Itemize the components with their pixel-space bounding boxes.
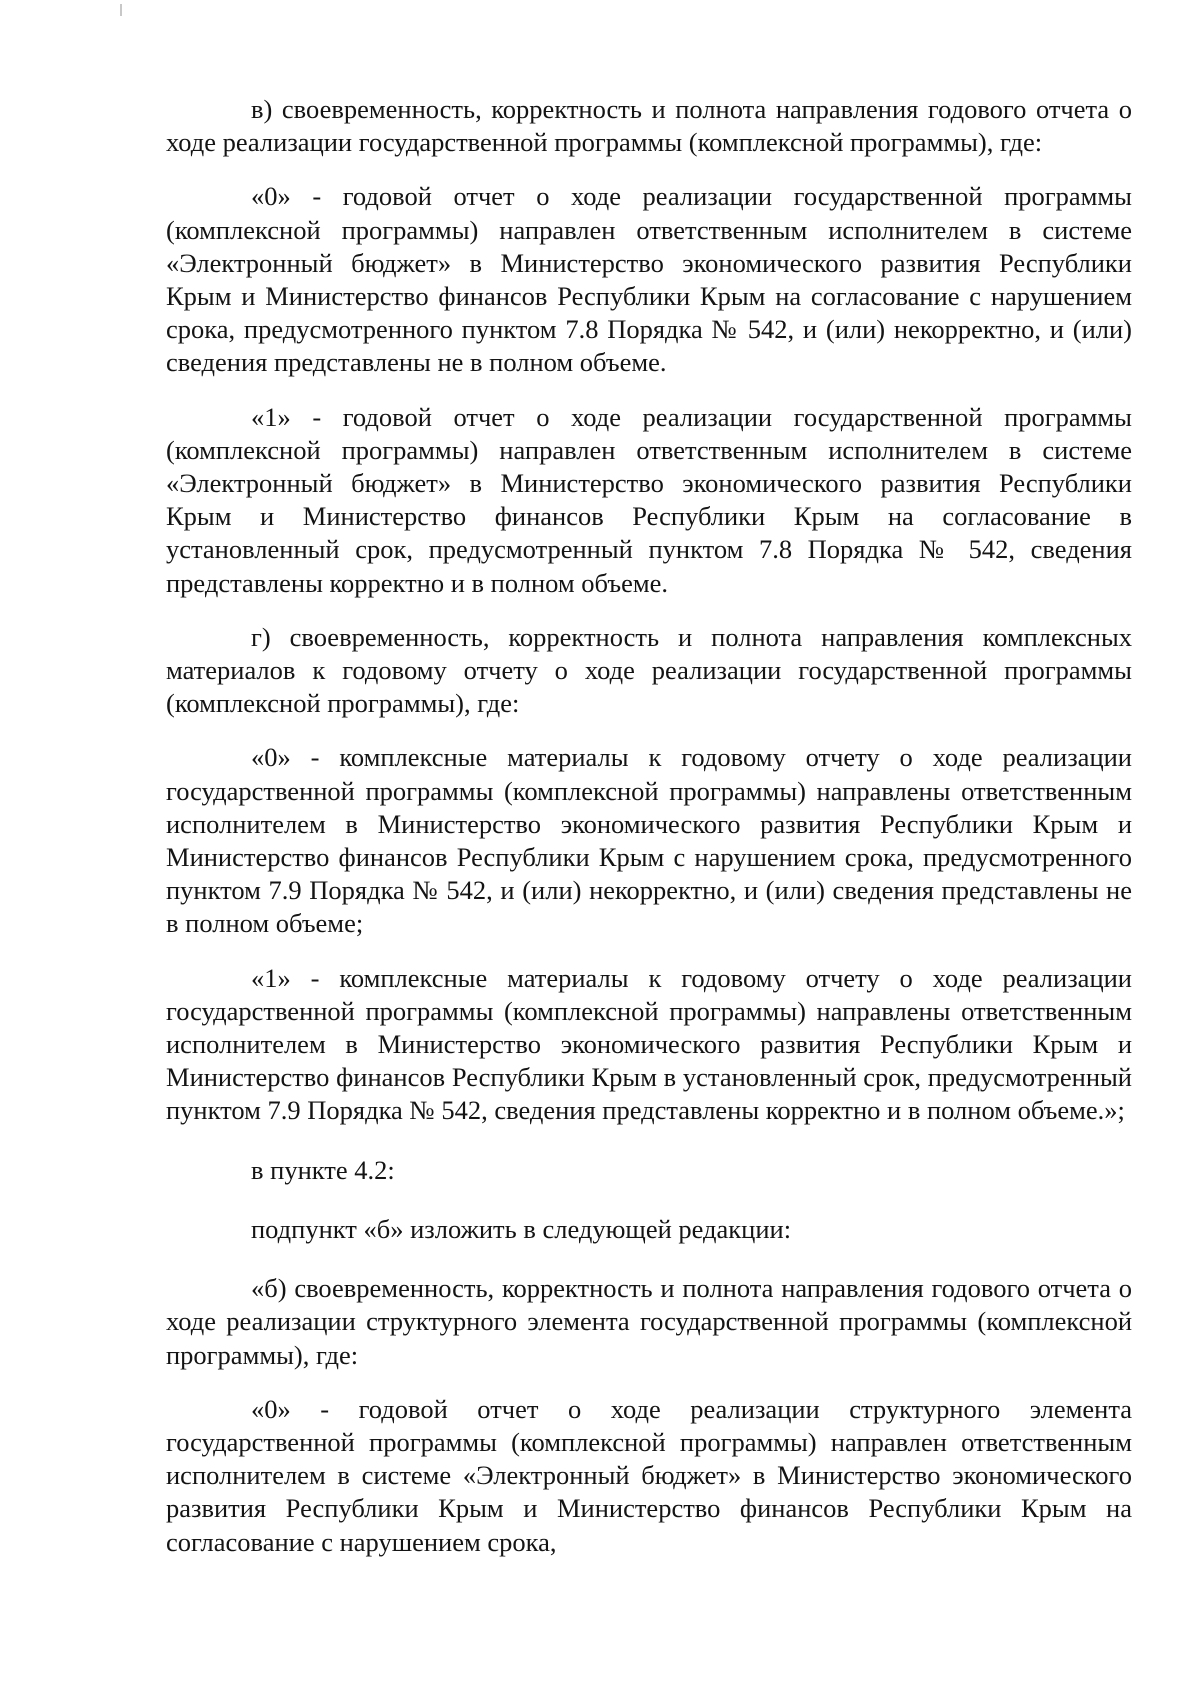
- paragraph-clause-4-2: в пункте 4.2:: [251, 1154, 395, 1185]
- paragraph-item-g: г) своевременность, корректность и полнота направления комплексных материалов к годовому отчету о ходе реализации государственной программы (комплексной программы), где:: [166, 621, 1132, 719]
- paragraph-structural-score-0: «0» - годовой отчет о ходе реализации структурного элемента государственной программы (комплексной программы) направлен ответственным исполнителем в системе «Электронный бюджет» в Министерство экономического развития Республики Крым и Министерство финансов Республики Крым на согласование с нарушением срока,: [166, 1393, 1132, 1557]
- paragraph-item-b: «б) своевременность, корректность и полнота направления годового отчета о ходе реализации структурного элемента государственной программы (комплексной программы), где:: [166, 1273, 1132, 1370]
- document-body: [166, 93, 1132, 1580]
- paragraph-materials-score-1: «1» - комплексные материалы к годовому отчету о ходе реализации государственной программы (комплексной программы) направлены ответственным исполнителем в Министерство экономического развития Республики Крым и Министерство финансов Республики Крым в установленный срок, предусмотренный пунктом 7.9 Порядка № 542, сведения представлены корректно и в полном объеме.»;: [166, 962, 1132, 1126]
- paragraph-materials-score-0: «0» - комплексные материалы к годовому отчету о ходе реализации государственной программы (комплексной программы) направлены ответственным исполнителем в Министерство экономического развития Республики Крым и Министерство финансов Республики Крым с нарушением срока, предусмотренного пунктом 7.9 Порядка № 542, и (или) некорректно, и (или) сведения представлены не в полном объеме;: [166, 742, 1132, 939]
- paragraph-score-0: «0» - годовой отчет о ходе реализации государственной программы (комплексной программы) направлен ответственным исполнителем в системе «Электронный бюджет» в Министерство экономического развития Республики Крым и Министерство финансов Республики Крым на согласование с нарушением срока, предусмотренного пунктом 7.8 Порядка № 542, и (или) некорректно, и (или) сведения представлены не в полном объеме.: [166, 181, 1132, 378]
- paragraph-item-v: в) своевременность, корректность и полнота направления годового отчета о ходе реализации государственной программы (комплексной программы), где:: [166, 94, 1132, 158]
- paragraph-score-1: «1» - годовой отчет о ходе реализации государственной программы (комплексной программы) направлен ответственным исполнителем в системе «Электронный бюджет» в Министерство экономического развития Республики Крым и Министерство финансов Республики Крым на согласование в установленный срок, предусмотренный пунктом 7.8 Порядка № 542, сведения представлены корректно и в полном объеме.: [166, 401, 1132, 598]
- paragraph-subclause-b: подпункт «б» изложить в следующей редакции:: [251, 1213, 792, 1244]
- scan-artifact: [120, 4, 122, 16]
